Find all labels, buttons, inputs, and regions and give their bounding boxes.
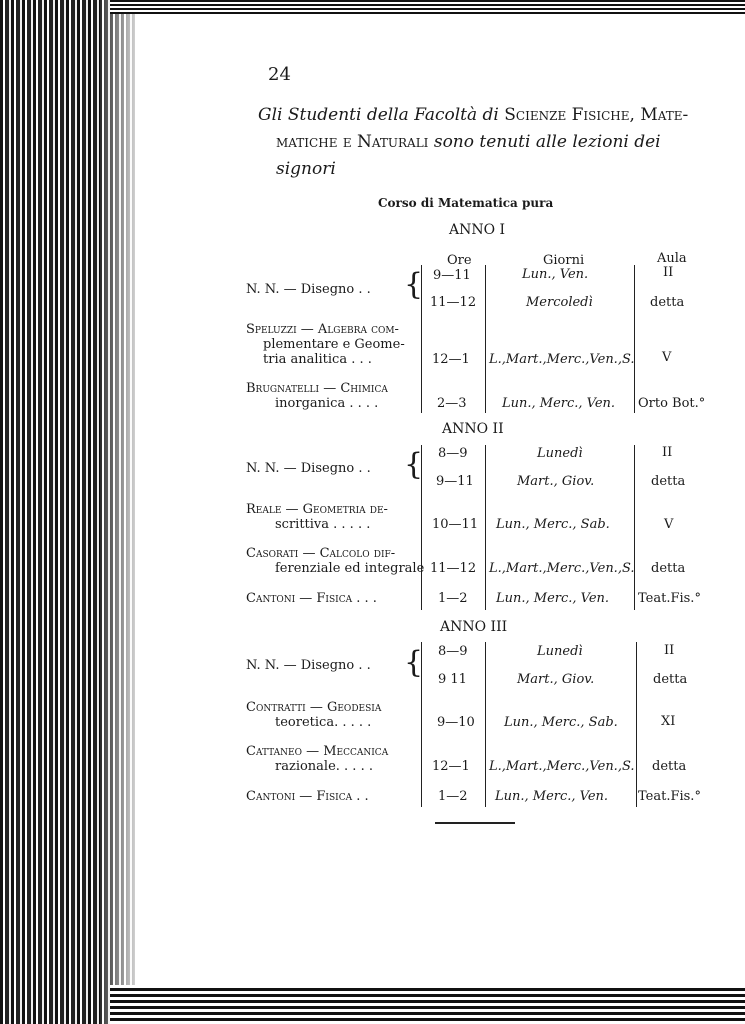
a2-r1-ore-b: 9—11 [436, 474, 474, 489]
a1-r1-ore-b: 11—12 [430, 295, 477, 310]
a1-r2-line3: tria analitica . . . [263, 352, 372, 367]
a1-r2-line2: plementare e Geome- [263, 337, 405, 352]
a1-r2-line1: Speluzzi — Algebra com- [246, 322, 399, 337]
a3-r4-teacher: Cantoni — Fisica . . [246, 789, 369, 804]
a2-r3-line2: ferenziale ed integrale [275, 561, 425, 576]
a3-r1-aula-b: detta [653, 672, 688, 687]
a3-r4-giorni: Lun., Merc., Ven. [495, 789, 609, 804]
a2-r2-line1: Reale — Geometria de- [246, 502, 388, 517]
a1-r1-ore-a: 9—11 [433, 268, 471, 283]
a1-r3-aula: Orto Bot.° [638, 396, 706, 411]
col-header-ore: Ore [447, 253, 472, 268]
a3-r1-ore-a: 8—9 [438, 644, 468, 659]
table-rule-1b [485, 265, 486, 413]
a2-r2-line2: scrittiva . . . . . [275, 517, 371, 532]
heading-part1: Gli Studenti della Facoltà di [258, 105, 505, 125]
closing-rule [435, 822, 515, 824]
anno-1-title: ANNO I [449, 222, 506, 238]
heading-faculty-1: Scienze Fisiche, Mate- [504, 105, 689, 125]
col-header-aula: Aula [657, 251, 687, 266]
a3-r1-brace: { [404, 645, 424, 680]
bottom-page-edge [110, 985, 745, 1024]
a1-r2-giorni: L.,Mart.,Merc.,Ven.,S. [489, 352, 635, 367]
course-title: Corso di Matematica pura [378, 196, 554, 210]
table-rule-2b [485, 445, 486, 610]
a3-r2-aula: XI [661, 714, 676, 729]
a3-r4-aula: Teat.Fis.° [638, 789, 701, 804]
heading-part3: signori [276, 159, 336, 179]
a3-r1-giorni-b: Mart., Giov. [517, 672, 595, 687]
table-rule-3b [485, 642, 486, 807]
a1-r1-teacher: N. N. — Disegno . . [246, 282, 371, 297]
a1-r1-aula-a: II [663, 265, 674, 280]
a2-r1-aula-a: II [662, 445, 673, 460]
a1-r2-ore: 12—1 [432, 352, 470, 367]
a3-r2-giorni: Lun., Merc., Sab. [504, 715, 618, 730]
a1-r1-aula-b: detta [650, 295, 685, 310]
a2-r2-giorni: Lun., Merc., Sab. [496, 517, 610, 532]
a3-r4-ore: 1—2 [438, 789, 468, 804]
a3-r3-giorni: L.,Mart.,Merc.,Ven.,S. [489, 759, 635, 774]
table-rule-2c [634, 445, 635, 610]
heading-part2: sono tenuti alle lezioni dei [428, 132, 661, 152]
a1-r2-aula: V [662, 350, 672, 365]
a3-r3-ore: 12—1 [432, 759, 470, 774]
a3-r3-line2: razionale. . . . . [275, 759, 373, 774]
a2-r1-ore-a: 8—9 [438, 446, 468, 461]
a2-r1-giorni-a: Lunedì [537, 446, 583, 461]
a2-r3-giorni: L.,Mart.,Merc.,Ven.,S. [489, 561, 635, 576]
heading-line2 [258, 129, 708, 156]
a3-r1-giorni-a: Lunedì [537, 644, 583, 659]
a1-r3-line2: inorganica . . . . [275, 396, 379, 411]
heading-faculty-2: matiche e Naturali [276, 132, 429, 152]
anno-2-title: ANNO II [442, 421, 504, 437]
a1-r3-line1: Brugnatelli — Chimica [246, 381, 388, 396]
a2-r1-giorni-b: Mart., Giov. [517, 474, 595, 489]
a3-r2-line2: teoretica. . . . . [275, 715, 372, 730]
a3-r2-ore: 9—10 [437, 715, 475, 730]
page-number: 24 [268, 64, 291, 85]
a2-r4-ore: 1—2 [438, 591, 468, 606]
a1-r1-giorni-b: Mercoledì [526, 295, 593, 310]
a3-r3-line1: Cattaneo — Meccanica [246, 744, 389, 759]
a3-r1-ore-b: 9 11 [438, 672, 467, 687]
a3-r3-aula: detta [652, 759, 687, 774]
a2-r4-giorni: Lun., Merc., Ven. [496, 591, 610, 606]
a3-r1-aula-a: II [664, 643, 675, 658]
a1-r3-giorni: Lun., Merc., Ven. [502, 396, 616, 411]
a2-r1-teacher: N. N. — Disegno . . [246, 461, 371, 476]
a2-r1-aula-b: detta [651, 474, 686, 489]
a2-r4-teacher: Cantoni — Fisica . . . [246, 591, 377, 606]
a2-r3-ore: 11—12 [430, 561, 477, 576]
a2-r2-aula: V [664, 517, 674, 532]
table-rule-1c [634, 265, 635, 413]
anno-3-title: ANNO III [440, 619, 508, 635]
a1-r3-ore: 2—3 [437, 396, 467, 411]
a1-r1-giorni-a: Lun., Ven. [522, 267, 589, 282]
a2-r3-line1: Casorati — Calcolo dif- [246, 546, 396, 561]
a2-r3-aula: detta [651, 561, 686, 576]
table-rule-3c [636, 642, 637, 807]
col-header-giorni: Giorni [543, 253, 585, 268]
a2-r1-brace: { [404, 447, 424, 482]
a3-r2-line1: Contratti — Geodesia [246, 700, 382, 715]
a2-r2-ore: 10—11 [432, 517, 479, 532]
a2-r4-aula: Teat.Fis.° [638, 591, 701, 606]
a1-r1-brace: { [404, 267, 424, 302]
page-heading [258, 102, 708, 183]
a3-r1-teacher: N. N. — Disegno . . [246, 658, 371, 673]
spine-shadow [100, 0, 135, 1024]
top-page-edge [110, 0, 745, 14]
